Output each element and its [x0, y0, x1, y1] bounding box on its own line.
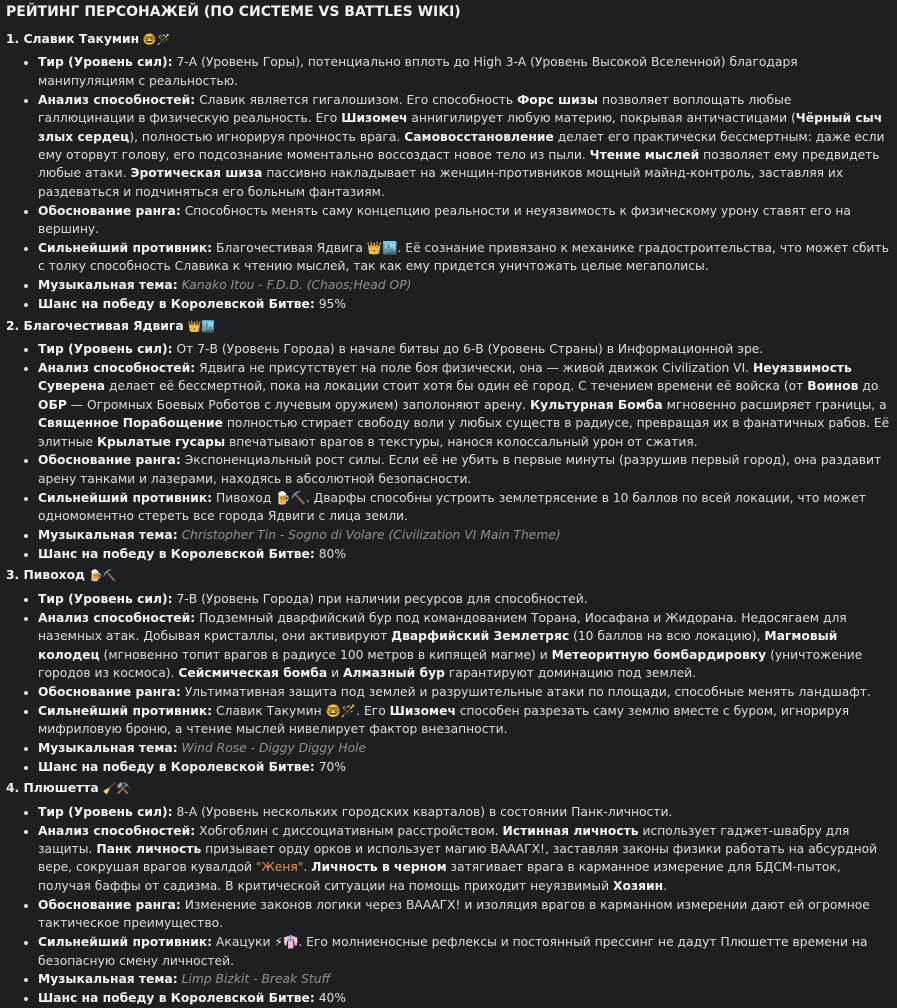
bold-text: Панк личность [96, 842, 202, 857]
text-run: способен разрезать саму землю вместе с буром, игнорируя мифриловую броню, а чтение мыслей нивелирует фактор внезапности. [38, 703, 850, 737]
bold-text: Чёрный сыч злых сердец [38, 111, 883, 144]
bold-text: Анализ способностей: [38, 360, 196, 375]
text-run: делает его практически бессмертным: даже если ему оторвут голову, его подсознание моментально воссоздаст новое тело из пыли. [38, 129, 885, 162]
property-item [38, 91, 891, 201]
character-properties [6, 340, 891, 563]
character-heading [6, 566, 891, 585]
bold-text: Личность в черном [311, 860, 447, 875]
bold-text: Шанс на победу в Королевской Битве: [38, 759, 315, 774]
bold-text: Музыкальная тема: [38, 741, 178, 756]
character-emoji-icon: 🧹⚒️ [98, 782, 130, 796]
text-run: Изменение законов логики через ВАААГХ! и изоляция врагов в карманном измерении дают ей огромное тактическое преимущество. [38, 897, 870, 931]
text-run: Подземный дварфийский бур под командованием Торана, Иосафана и Жидорана. Недосягаем для наземных атак. Добывая кристаллы, они активируют [38, 610, 847, 644]
property-item [38, 545, 891, 563]
text-run: затягивает врага в карманное измерение для БДСМ-пыток, получая баффы от садизма. В критической ситуации на помощь приходит неуязвимый [38, 860, 841, 893]
bold-text: Обоснование ранга: [38, 684, 181, 699]
property-item [38, 489, 891, 526]
bold-text: Сильнейший противник: [38, 490, 213, 505]
text-run: аннигилирует любую материю, покрывая античастицами ( [407, 111, 796, 126]
property-item [38, 590, 891, 608]
text-run: Пивоход 🍺⛏️. Дварфы способны устроить землетрясение в 10 баллов по всей локации, что может одномоментно стереть все города Ядвиги с лица земли. [38, 490, 866, 524]
text-run: и [327, 665, 343, 680]
bold-text: Анализ способностей: [38, 823, 196, 838]
bold-text: Тир (Уровень сил): [38, 804, 173, 819]
bold-text: Культурная Бомба [530, 397, 663, 412]
bold-text: Обоснование ранга: [38, 203, 181, 218]
text-run: до [858, 379, 879, 394]
bold-text: Музыкальная тема: [38, 972, 178, 987]
text-run: 8-A (Уровень нескольких городских кварталов) в состоянии Панк-личности. [172, 804, 673, 819]
property-item [38, 933, 891, 970]
character-properties [6, 590, 891, 777]
character-name: 1. Славик Такумин [6, 32, 140, 46]
text-run: Акацуки ⚡👘. Его молниеносные рефлексы и постоянный прессинг не дадут Плюшетте времени на безопасную смену личностей. [38, 935, 868, 968]
property-item [38, 451, 891, 488]
text-run: (мгновенно топит врагов в радиусе 100 метров в кипящей магме) и [99, 647, 552, 662]
bold-text: Крылатые гусары [97, 434, 226, 449]
bold-text: Обоснование ранга: [38, 897, 181, 912]
bold-text: Анализ способностей: [38, 610, 196, 625]
property-item [38, 340, 891, 358]
property-item [38, 202, 891, 239]
bold-text: Дварфийский Землетряс [391, 629, 570, 644]
character-heading [6, 30, 891, 49]
bold-text: Священное Порабощение [38, 416, 223, 431]
bold-text: Тир (Уровень сил): [38, 591, 173, 606]
bold-text: Истинная личность [502, 823, 639, 838]
property-item [38, 970, 891, 988]
bold-text: Чтение мыслей [589, 147, 700, 162]
text-run: использует гаджет-швабру для защиты. [38, 823, 850, 857]
italic-text: Wind Rose - Diggy Diggy Hole [181, 741, 367, 756]
page-title: РЕЙТИНГ ПЕРСОНАЖЕЙ (ПО СИСТЕМЕ VS BATTLES WIKI) [6, 4, 461, 20]
italic-text: Limp Bizkit - Break Stuff [181, 972, 331, 987]
italic-text: Christopher Tin - Sogno di Volare (Civilization VI Main Theme) [181, 528, 561, 543]
property-item [38, 739, 891, 757]
text-run: полностью стирает свободу воли у любых существ в радиусе, превращая их в фанатичных рабов. Её элитные [38, 416, 890, 449]
character-list [6, 30, 891, 1008]
character-name: 2. Благочестивая Ядвига [6, 318, 184, 333]
text-run: Славик является гигалошизом. Его способность [195, 92, 518, 107]
bold-text: Шанс на победу в Королевской Битве: [38, 546, 315, 561]
text-run: Славик Такумин 🤓🪄. Его [212, 703, 390, 718]
property-item [38, 758, 891, 776]
bold-text: Метеоритную бомбардировку [551, 647, 767, 662]
text-run: Ядвига не присутствует на поле боя физически, она — живой движок Civilization VI. [195, 360, 754, 375]
property-item [38, 896, 891, 933]
text-run: пассивно накладывает на женщин-противников мощный майнд-контроль, заставляя их раздеваться и подчиняться его больным фантазиям. [38, 166, 844, 199]
bold-text: Сильнейший противник: [38, 935, 213, 950]
highlight-text: "Женя" [255, 860, 304, 875]
character-emoji-icon: 🤓🪄 [139, 33, 171, 46]
property-item [38, 359, 891, 451]
property-item [38, 702, 891, 739]
text-run: (10 баллов на всю локацию), [569, 629, 765, 644]
bold-text: Тир (Уровень сил): [38, 342, 173, 356]
text-run: ), полностью игнорируя прочность врага. [129, 129, 405, 144]
bold-text: Шизомеч [389, 703, 456, 718]
character-properties [6, 53, 891, 313]
character-heading [6, 779, 891, 798]
property-item [38, 239, 891, 276]
bold-text: Шизомеч [341, 111, 408, 126]
text-run: 40% [314, 991, 347, 1006]
text-run: мгновенно расширяет границы, а [662, 397, 887, 412]
text-run: Хобгоблин с диссоциативным расстройством. [195, 823, 503, 838]
bold-text: Форс шизы [517, 92, 599, 107]
bold-text: Музыкальная тема: [38, 528, 178, 543]
bold-text: Магмовый колодец [38, 629, 838, 662]
bold-text: Сейсмическая бомба [178, 665, 328, 680]
bold-text: Воинов [807, 379, 859, 394]
text-run: 70% [314, 759, 347, 774]
bold-text: Шанс на победу в Королевской Битве: [38, 297, 315, 312]
text-run: 95% [314, 297, 347, 312]
text-run: От 7-B (Уровень Города) в начале битвы до 6-B (Уровень Страны) в Информационной эре. [172, 342, 764, 356]
bold-text: Шанс на победу в Королевской Битве: [38, 991, 315, 1006]
property-item [38, 822, 891, 896]
character-properties [6, 803, 891, 1008]
text-run: Экспоненциальный рост силы. Если её не убить в первые минуты (разрушив первый город), она раздавит арену танками и лазерами, находясь в абсолютной безопасности. [38, 453, 882, 486]
bold-text: Алмазный бур [342, 665, 445, 680]
text-run: позволяет ему предвидеть любые атаки. [38, 147, 880, 181]
text-run: делает её бессмертной, пока на локации стоит хотя бы один её город. С течением времени её войска (от [105, 379, 808, 394]
property-item [38, 683, 891, 701]
text-run: — Огромных Боевых Роботов с лучевым оружием) заполоняют арену. [66, 397, 531, 412]
character-heading [6, 317, 891, 336]
property-item [38, 989, 891, 1007]
text-run: 80% [314, 546, 347, 561]
property-item [38, 295, 891, 313]
bold-text: Анализ способностей: [38, 92, 196, 107]
bold-text: Хозяин [613, 878, 664, 893]
character-emoji-icon: 👑🏙️ [183, 319, 215, 333]
bold-text: Музыкальная тема: [38, 278, 178, 293]
character-emoji-icon: 🍺⛏️ [84, 569, 117, 583]
bold-text: Обоснование ранга: [38, 453, 181, 468]
text-run: . [663, 878, 668, 893]
text-run: . [303, 860, 312, 875]
document [6, 2, 891, 1008]
bold-text: Сильнейший противник: [38, 240, 213, 255]
bold-text: Тир (Уровень сил): [38, 55, 173, 70]
text-run: призывает орду орков и использует магию ВАААГХ!, заставляя законы физики работать на абсурдной вере, сокрушая врагов кувалдой [38, 842, 878, 875]
bold-text: ОБР [38, 397, 67, 412]
property-item [38, 53, 891, 90]
property-item [38, 276, 891, 294]
text-run: 7-B (Уровень Города) при наличии ресурсов для способностей. [172, 591, 588, 606]
text-run: гарантируют доминацию под землей. [444, 665, 697, 680]
bold-text: Неуязвимость Суверена [38, 360, 852, 394]
property-item [38, 526, 891, 544]
text-run: Ультимативная защита под землей и разрушительные атаки по площади, способные менять ландшафт. [180, 684, 871, 699]
text-run: Способность менять саму концепцию реальности и неуязвимость к физическому урону ставят его на вершину. [38, 203, 851, 237]
text-run: Благочестивая Ядвига 👑🏙️. Её сознание привязано к механике градостроительства, что может сбить с толку способность Славика к чтению мыслей, так как ему придется уничтожать целые мегаполисы. [38, 240, 889, 274]
property-item [38, 803, 891, 821]
text-run: позволяет воплощать любые галлюцинации в физическую реальность. Его [38, 92, 792, 126]
text-run: (уничтожение городов из космоса). [38, 647, 863, 680]
property-item [38, 609, 891, 683]
bold-text: Эротическая шиза [130, 166, 263, 181]
bold-text: Самовосстановление [404, 129, 554, 144]
character-name: 4. Плюшетта [6, 781, 99, 796]
text-run: 7-A (Уровень Горы), потенциально вплоть до High 3-A (Уровень Высокой Вселенной) благодаря манипуляциям с реальностью. [38, 55, 798, 88]
text-run: впечатывают врагов в текстуры, нанося колоссальный урон от сжатия. [225, 434, 698, 449]
italic-text: Kanako Itou - F.D.D. (Chaos;Head OP) [181, 278, 412, 293]
bold-text: Сильнейший противник: [38, 703, 213, 718]
character-name: 3. Пивоход [6, 568, 85, 583]
